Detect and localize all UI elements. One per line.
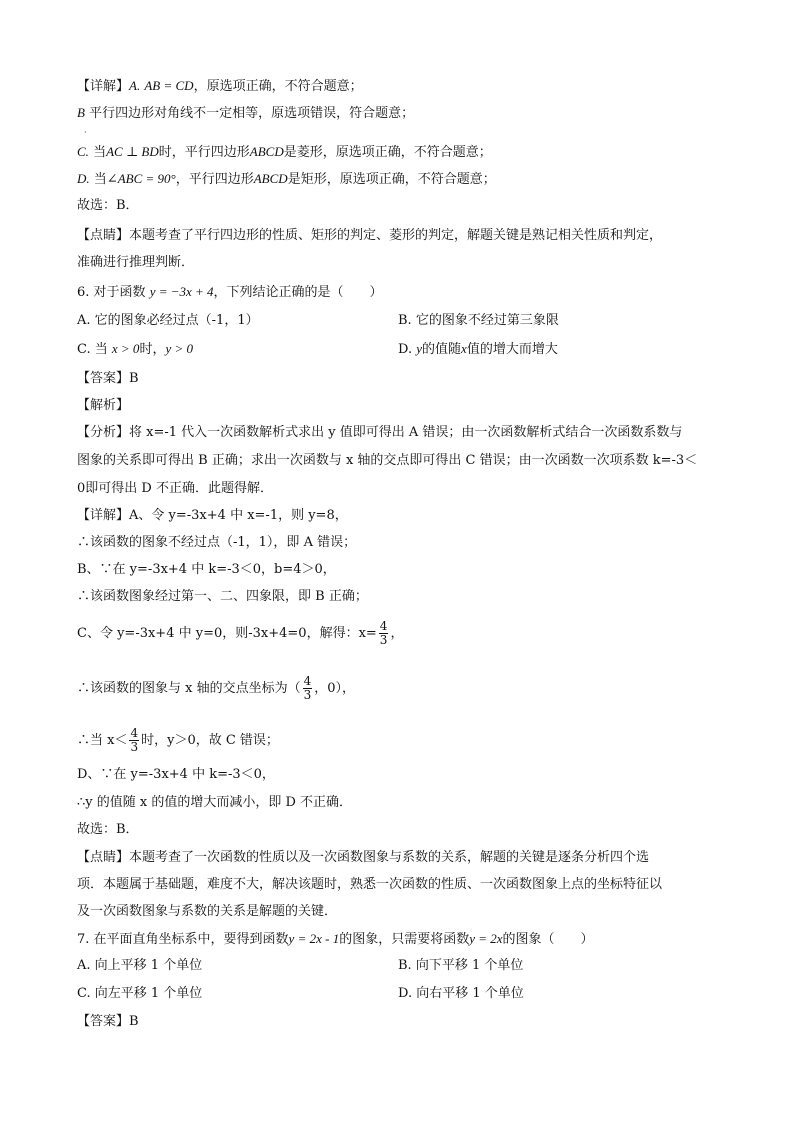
math-expression: AB = CD [144,78,194,93]
q6-detail-line: B、∵在 y=-3x+4 中 k=-3＜0，b=4＞0， [77,562,336,577]
math-expression: y = 2x [469,931,503,946]
math-expression: ∠ABC = 90° [106,171,176,186]
q6-comment-cont: 项．本题属于基础题，难度不大，解决该题时，熟悉一次函数的性质、一次函数图象上点的坐标特征以 [77,877,663,892]
q7-answer: 【答案】B [77,1014,139,1029]
q6-option-b: B. 它的图象不经过第三象限 [398,313,559,328]
q7-option-c: C. 向左平移 1 个单位 [77,986,203,1001]
math-expression: y = −3x + 4 [149,284,214,299]
stray-mark: · [84,128,87,137]
q5-option-a-explanation: 【详解】A. AB = CD，原选项正确，不符合题意； [77,78,363,94]
q6-detail-line: ∴该函数的图象与 x 轴的交点坐标为（ $\frac{4}{3}$ ，0）， [77,674,356,702]
q6-option-d: D. y的值随x值的增大而增大 [398,341,558,357]
q6-comment-cont: 及一次函数图象与系数的关系是解题的关键． [77,904,338,919]
q7-option-a: A. 向上平移 1 个单位 [77,958,203,973]
q6-analyze-cont: 0即可得出 D 不正确．此题得解． [77,481,273,496]
q5-option-b-explanation: B 平行四边形对角线不一定相等，原选项错误，符合题意； [77,105,415,121]
q6-analyze-cont: 图象的关系即可得出 B 正确；求出一次函数与 x 轴的交点即可得出 C 错误；由一次函数一次项系数 k=-3＜ [77,453,698,468]
q5-option-d-explanation: D. 当∠ABC = 90°，平行四边形ABCD是矩形，原选项正确，不符合题意； [77,171,496,187]
q6-detail-line: C、令 y=-3x+4 中 y=0，则-3x+4=0，解得：x= $\frac{4}{3}$ ， [77,619,404,647]
q6-detail-line: ∴当 x＜ $\frac{4}{3}$ 时，y＞0，故 C 错误； [77,726,279,754]
q6-comment: 【点睛】本题考查了一次函数的性质以及一次函数图象与系数的关系，解题的关键是逐条分析四个选 [77,850,650,865]
fraction: $\frac{4}{3}$ [303,674,312,702]
q6-stem: 6. 对于函数 y = −3x + 4，下列结论正确的是（ ） [77,284,383,300]
q7-option-b: B. 向下平移 1 个单位 [398,958,524,973]
fraction: $\frac{4}{3}$ [130,726,139,754]
q6-option-c: C. 当 x > 0时，y > 0 [77,341,193,357]
q6-detail-line: D、∵在 y=-3x+4 中 k=-3＜0， [77,767,275,782]
fraction: $\frac{4}{3}$ [379,619,388,647]
q7-option-d: D. 向右平移 1 个单位 [398,986,524,1001]
q6-analysis-label: 【解析】 [77,398,130,413]
q6-detail: 【详解】A、令 y=-3x+4 中 x=-1，则 y=8， [77,508,348,523]
math-expression: AC ⊥ BD [106,144,159,159]
q5-option-c-explanation: C. 当AC ⊥ BD时，平行四边形ABCD是菱形，原选项正确，不符合题意； [77,144,492,160]
q5-comment-cont: 准确进行推理判断． [77,255,195,270]
q6-answer: 【答案】B [77,371,139,386]
q5-comment: 【点睛】本题考查了平行四边形的性质、矩形的判定、菱形的判定，解题关键是熟记相关性质和判定， [77,228,663,243]
q6-choose: 故选：B． [77,822,139,837]
q5-choose: 故选：B． [77,198,139,213]
q6-analyze: 【分析】将 x=-1 代入一次函数解析式求出 y 值即可得出 A 错误；由一次函数解析式结合一次函数系数与 [77,425,683,440]
math-expression: y = 2x - 1 [288,931,340,946]
q6-detail-line: ∴y 的值随 x 的值的增大而减小，即 D 不正确． [77,795,353,810]
q7-stem: 7. 在平面直角坐标系中，要得到函数y = 2x - 1的图象，只需要将函数y = 2x的图象（ ） [77,931,594,947]
q6-detail-line: ∴该函数图象经过第一、二、四象限，即 B 正确； [77,589,368,604]
q6-option-a: A. 它的图象必经过点（-1，1） [77,313,259,328]
detail-label: 【详解】 [77,79,130,94]
q6-detail-line: ∴该函数的图象不经过点（-1，1），即 A 错误； [77,535,357,550]
